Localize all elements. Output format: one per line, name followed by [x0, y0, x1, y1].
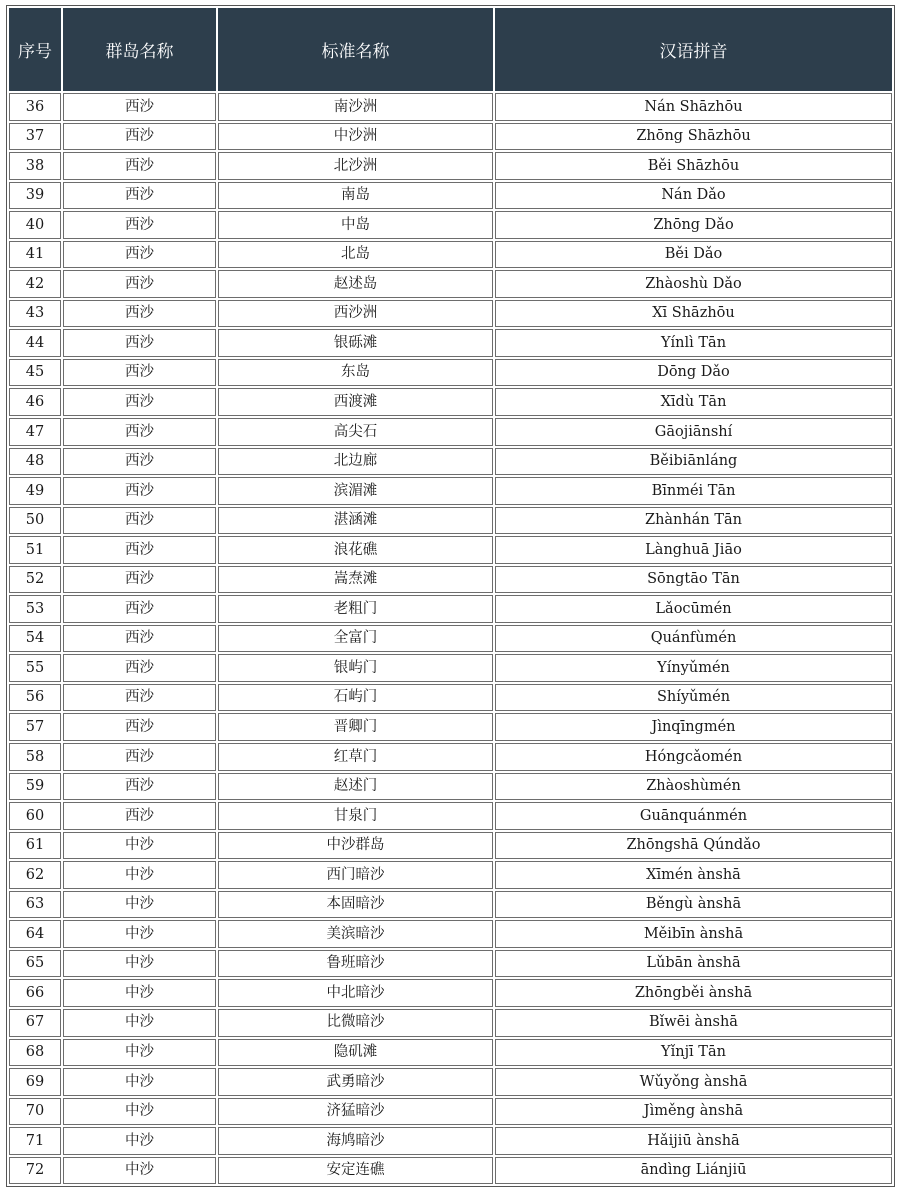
- table-row: [9, 979, 892, 1007]
- cell-standard-name: 晋卿门: [218, 713, 493, 741]
- cell-standard-name: 高尖石: [218, 418, 493, 446]
- table-row: [9, 861, 892, 889]
- cell-group-name: 西沙: [63, 182, 216, 210]
- cell-standard-name: 武勇暗沙: [218, 1068, 493, 1096]
- cell-standard-name: 隐矶滩: [218, 1039, 493, 1067]
- cell-standard-name: 北岛: [218, 241, 493, 269]
- cell-standard-name: 本固暗沙: [218, 891, 493, 919]
- cell-pinyin: Yǐnjī Tān: [495, 1039, 892, 1067]
- cell-pinyin: Zhàoshùmén: [495, 773, 892, 801]
- cell-pinyin: Shíyǔmén: [495, 684, 892, 712]
- cell-standard-name: 南岛: [218, 182, 493, 210]
- table-row: [9, 832, 892, 860]
- cell-pinyin: Zhōngběi ànshā: [495, 979, 892, 1007]
- cell-index: 67: [9, 1009, 61, 1037]
- cell-group-name: 西沙: [63, 477, 216, 505]
- cell-standard-name: 南沙洲: [218, 93, 493, 121]
- cell-index: 68: [9, 1039, 61, 1067]
- cell-index: 62: [9, 861, 61, 889]
- cell-standard-name: 银砾滩: [218, 329, 493, 357]
- table-row: [9, 1009, 892, 1037]
- cell-group-name: 西沙: [63, 713, 216, 741]
- cell-index: 58: [9, 743, 61, 771]
- cell-pinyin: Xī Shāzhōu: [495, 300, 892, 328]
- cell-index: 52: [9, 566, 61, 594]
- cell-standard-name: 银屿门: [218, 654, 493, 682]
- table-row: [9, 595, 892, 623]
- table-row: [9, 507, 892, 535]
- cell-standard-name: 赵述岛: [218, 270, 493, 298]
- island-names-table: [6, 5, 895, 1187]
- cell-index: 37: [9, 123, 61, 151]
- cell-pinyin: Bīnméi Tān: [495, 477, 892, 505]
- cell-pinyin: Jìnqīngmén: [495, 713, 892, 741]
- cell-index: 63: [9, 891, 61, 919]
- cell-group-name: 西沙: [63, 329, 216, 357]
- cell-standard-name: 海鸠暗沙: [218, 1127, 493, 1155]
- cell-pinyin: Běi Shāzhōu: [495, 152, 892, 180]
- cell-group-name: 中沙: [63, 1039, 216, 1067]
- cell-pinyin: Wǔyǒng ànshā: [495, 1068, 892, 1096]
- cell-group-name: 西沙: [63, 388, 216, 416]
- cell-standard-name: 赵述门: [218, 773, 493, 801]
- cell-pinyin: Zhàoshù Dǎo: [495, 270, 892, 298]
- cell-index: 39: [9, 182, 61, 210]
- table-row: [9, 418, 892, 446]
- table-row: [9, 1157, 892, 1185]
- cell-index: 36: [9, 93, 61, 121]
- cell-group-name: 西沙: [63, 536, 216, 564]
- table-row: [9, 773, 892, 801]
- cell-standard-name: 石屿门: [218, 684, 493, 712]
- cell-group-name: 西沙: [63, 270, 216, 298]
- cell-index: 47: [9, 418, 61, 446]
- cell-pinyin: Bǐwēi ànshā: [495, 1009, 892, 1037]
- cell-index: 53: [9, 595, 61, 623]
- cell-group-name: 西沙: [63, 448, 216, 476]
- cell-pinyin: Dōng Dǎo: [495, 359, 892, 387]
- cell-group-name: 西沙: [63, 93, 216, 121]
- cell-group-name: 中沙: [63, 1068, 216, 1096]
- cell-index: 57: [9, 713, 61, 741]
- cell-pinyin: Lǎocūmén: [495, 595, 892, 623]
- cell-index: 43: [9, 300, 61, 328]
- cell-index: 38: [9, 152, 61, 180]
- cell-index: 50: [9, 507, 61, 535]
- cell-group-name: 西沙: [63, 241, 216, 269]
- cell-group-name: 西沙: [63, 625, 216, 653]
- table-row: [9, 93, 892, 121]
- table-row: [9, 211, 892, 239]
- table-row: [9, 713, 892, 741]
- cell-pinyin: Lànghuā Jiāo: [495, 536, 892, 564]
- cell-group-name: 西沙: [63, 684, 216, 712]
- cell-standard-name: 安定连礁: [218, 1157, 493, 1185]
- table-row: [9, 802, 892, 830]
- cell-index: 51: [9, 536, 61, 564]
- table-row: [9, 448, 892, 476]
- table-body: [9, 93, 892, 1184]
- cell-index: 54: [9, 625, 61, 653]
- cell-group-name: 中沙: [63, 891, 216, 919]
- cell-standard-name: 滨湄滩: [218, 477, 493, 505]
- cell-index: 70: [9, 1098, 61, 1126]
- cell-group-name: 西沙: [63, 507, 216, 535]
- table-row: [9, 684, 892, 712]
- table-row: [9, 182, 892, 210]
- cell-index: 41: [9, 241, 61, 269]
- table-row: [9, 270, 892, 298]
- cell-pinyin: āndìng Liánjiū: [495, 1157, 892, 1185]
- cell-standard-name: 鲁班暗沙: [218, 950, 493, 978]
- cell-index: 42: [9, 270, 61, 298]
- cell-standard-name: 济猛暗沙: [218, 1098, 493, 1126]
- cell-standard-name: 中岛: [218, 211, 493, 239]
- header-pinyin: 汉语拼音: [495, 8, 892, 91]
- cell-index: 46: [9, 388, 61, 416]
- cell-group-name: 西沙: [63, 654, 216, 682]
- cell-index: 61: [9, 832, 61, 860]
- cell-standard-name: 浪花礁: [218, 536, 493, 564]
- cell-group-name: 西沙: [63, 211, 216, 239]
- cell-standard-name: 比微暗沙: [218, 1009, 493, 1037]
- cell-group-name: 西沙: [63, 566, 216, 594]
- cell-index: 40: [9, 211, 61, 239]
- table-row: [9, 1068, 892, 1096]
- cell-standard-name: 北沙洲: [218, 152, 493, 180]
- cell-pinyin: Hóngcǎomén: [495, 743, 892, 771]
- cell-group-name: 西沙: [63, 359, 216, 387]
- cell-pinyin: Xīmén ànshā: [495, 861, 892, 889]
- cell-pinyin: Zhànhán Tān: [495, 507, 892, 535]
- cell-index: 72: [9, 1157, 61, 1185]
- cell-index: 71: [9, 1127, 61, 1155]
- cell-index: 59: [9, 773, 61, 801]
- cell-index: 55: [9, 654, 61, 682]
- cell-pinyin: Sōngtāo Tān: [495, 566, 892, 594]
- table-row: [9, 920, 892, 948]
- cell-group-name: 中沙: [63, 1098, 216, 1126]
- header-row: [9, 8, 892, 91]
- cell-group-name: 中沙: [63, 832, 216, 860]
- cell-pinyin: Jìměng ànshā: [495, 1098, 892, 1126]
- table-row: [9, 300, 892, 328]
- table-row: [9, 743, 892, 771]
- cell-standard-name: 中沙洲: [218, 123, 493, 151]
- header-index: 序号: [9, 8, 61, 91]
- cell-index: 69: [9, 1068, 61, 1096]
- cell-group-name: 中沙: [63, 950, 216, 978]
- table-row: [9, 1098, 892, 1126]
- table-row: [9, 891, 892, 919]
- cell-pinyin: Quánfùmén: [495, 625, 892, 653]
- cell-group-name: 西沙: [63, 300, 216, 328]
- cell-pinyin: Gāojiānshí: [495, 418, 892, 446]
- cell-index: 56: [9, 684, 61, 712]
- cell-pinyin: Lǔbān ànshā: [495, 950, 892, 978]
- table-row: [9, 477, 892, 505]
- cell-standard-name: 老粗门: [218, 595, 493, 623]
- cell-standard-name: 西渡滩: [218, 388, 493, 416]
- table-row: [9, 654, 892, 682]
- table-row: [9, 625, 892, 653]
- cell-standard-name: 西门暗沙: [218, 861, 493, 889]
- cell-index: 45: [9, 359, 61, 387]
- table-row: [9, 536, 892, 564]
- cell-group-name: 西沙: [63, 595, 216, 623]
- cell-group-name: 中沙: [63, 1127, 216, 1155]
- cell-standard-name: 中沙群岛: [218, 832, 493, 860]
- cell-index: 66: [9, 979, 61, 1007]
- cell-pinyin: Zhōng Shāzhōu: [495, 123, 892, 151]
- cell-group-name: 中沙: [63, 861, 216, 889]
- cell-pinyin: Běi Dǎo: [495, 241, 892, 269]
- table-row: [9, 152, 892, 180]
- cell-index: 65: [9, 950, 61, 978]
- cell-pinyin: Běngù ànshā: [495, 891, 892, 919]
- cell-standard-name: 中北暗沙: [218, 979, 493, 1007]
- table-row: [9, 359, 892, 387]
- cell-pinyin: Běibiānláng: [495, 448, 892, 476]
- cell-index: 60: [9, 802, 61, 830]
- table-row: [9, 566, 892, 594]
- cell-index: 48: [9, 448, 61, 476]
- cell-pinyin: Zhōngshā Qúndǎo: [495, 832, 892, 860]
- cell-group-name: 西沙: [63, 123, 216, 151]
- cell-standard-name: 全富门: [218, 625, 493, 653]
- cell-standard-name: 红草门: [218, 743, 493, 771]
- table-header: [9, 8, 892, 91]
- table-row: [9, 388, 892, 416]
- table-row: [9, 123, 892, 151]
- header-standard-name: 标准名称: [218, 8, 493, 91]
- cell-standard-name: 湛涵滩: [218, 507, 493, 535]
- cell-pinyin: Nán Dǎo: [495, 182, 892, 210]
- cell-pinyin: Yínyǔmén: [495, 654, 892, 682]
- cell-standard-name: 西沙洲: [218, 300, 493, 328]
- cell-standard-name: 东岛: [218, 359, 493, 387]
- cell-pinyin: Yínlì Tān: [495, 329, 892, 357]
- cell-standard-name: 嵩焘滩: [218, 566, 493, 594]
- cell-pinyin: Xīdù Tān: [495, 388, 892, 416]
- table-row: [9, 1127, 892, 1155]
- cell-group-name: 西沙: [63, 152, 216, 180]
- cell-index: 49: [9, 477, 61, 505]
- cell-pinyin: Nán Shāzhōu: [495, 93, 892, 121]
- cell-group-name: 西沙: [63, 802, 216, 830]
- cell-pinyin: Měibīn ànshā: [495, 920, 892, 948]
- cell-standard-name: 美滨暗沙: [218, 920, 493, 948]
- cell-group-name: 中沙: [63, 920, 216, 948]
- cell-group-name: 中沙: [63, 1157, 216, 1185]
- cell-group-name: 西沙: [63, 743, 216, 771]
- table-row: [9, 241, 892, 269]
- cell-group-name: 西沙: [63, 418, 216, 446]
- cell-index: 44: [9, 329, 61, 357]
- cell-index: 64: [9, 920, 61, 948]
- cell-pinyin: Hǎijiū ànshā: [495, 1127, 892, 1155]
- table-row: [9, 950, 892, 978]
- table-row: [9, 329, 892, 357]
- cell-standard-name: 甘泉门: [218, 802, 493, 830]
- table-row: [9, 1039, 892, 1067]
- cell-group-name: 中沙: [63, 979, 216, 1007]
- cell-standard-name: 北边廊: [218, 448, 493, 476]
- cell-group-name: 中沙: [63, 1009, 216, 1037]
- header-group-name: 群岛名称: [63, 8, 216, 91]
- cell-pinyin: Guānquánmén: [495, 802, 892, 830]
- cell-group-name: 西沙: [63, 773, 216, 801]
- cell-pinyin: Zhōng Dǎo: [495, 211, 892, 239]
